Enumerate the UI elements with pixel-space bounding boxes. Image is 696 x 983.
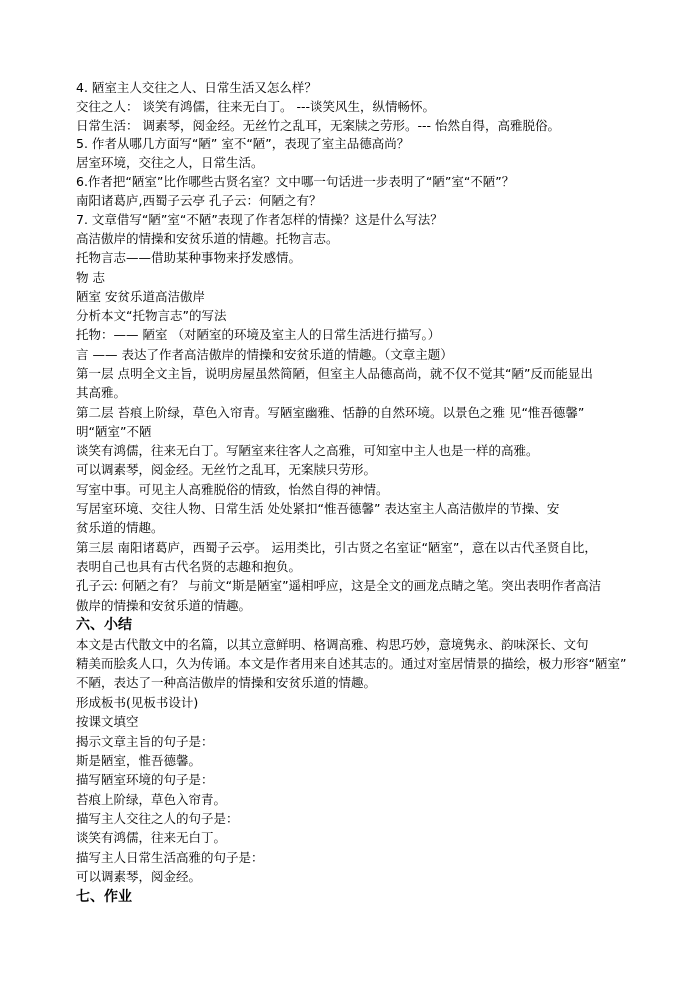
text-line: 斯是陋室，惟吾德馨。	[76, 753, 202, 768]
text-line: 描写陋室环境的句子是：	[76, 772, 214, 787]
text-line: 揭示文章主旨的句子是：	[76, 734, 214, 749]
text-line: 表明自己也具有古代名贤的志趣和抱负。	[76, 559, 302, 574]
text-line: 傲岸的情操和安贫乐道的情趣。	[76, 598, 252, 613]
text-line: 交往之人： 谈笑有鸿儒，往来无白丁。 ---谈笑风生，纵情畅怀。	[76, 99, 435, 114]
text-line: 6.作者把“陋室”比作哪些古贤名室？文中哪一句话进一步表明了“陋”室“不陋”？	[76, 174, 515, 189]
text-line: 描写主人交往之人的句子是：	[76, 811, 239, 826]
text-line: 贫乐道的情趣。	[76, 520, 164, 535]
section-heading: 七、作业	[76, 889, 132, 905]
text-line: 4. 陋室主人交往之人、日常生活又怎么样？	[76, 80, 317, 95]
text-line: 言 —— 表达了作者高洁傲岸的情操和安贫乐道的情趣。（文章主题）	[76, 347, 453, 362]
text-line: 本文是古代散文中的名篇，以其立意鲜明、格调高雅、构思巧妙，意境隽永、韵味深长、文句	[76, 637, 589, 652]
text-line: 形成板书(见板书设计)	[76, 695, 199, 710]
text-line: 精美而脍炙人口，久为传诵。本文是作者用来自述其志的。通过对室居情景的描绘，极力形容“陋室”	[76, 656, 627, 671]
text-line: 日常生活： 调素琴，阅金经。无丝竹之乱耳，无案牍之劳形。--- 怡然自得，高雅脱俗。	[76, 118, 560, 133]
text-line: 托物言志——借助某种事物来抒发感情。	[76, 250, 302, 265]
text-line: 描写主人日常生活高雅的句子是：	[76, 850, 264, 865]
text-line: 不陋，表达了一种高洁傲岸的情操和安贫乐道的情趣。	[76, 675, 377, 690]
text-line: 写居室环境、交往人物、日常生活 处处紧扣“惟吾德馨” 表达室主人高洁傲岸的节操、安	[76, 501, 560, 516]
text-line: 孔子云: 何陋之有？ 与前文“斯是陋室”遥相呼应，这是全文的画龙点睛之笔。突出表明作者高洁	[76, 578, 602, 593]
text-line: 7. 文章借写“陋”室“不陋”表现了作者怎样的情操？这是什么写法？	[76, 212, 443, 227]
text-line: 明“陋室”不陋	[76, 424, 152, 439]
text-line: 陋室 安贫乐道高洁傲岸	[76, 289, 205, 304]
text-line: 居室环境，交往之人，日常生活。	[76, 155, 264, 170]
text-line: 物 志	[76, 270, 105, 285]
text-line: 第一层 点明全文主旨，说明房屋虽然简陋，但室主人品德高尚，就不仅不觉其“陋”反而能显出	[76, 366, 593, 381]
text-line: 分析本文“托物言志”的写法	[76, 308, 227, 323]
text-line: 谈笑有鸿儒，往来无白丁。	[76, 830, 227, 845]
text-line: 高洁傲岸的情操和安贫乐道的情趣。托物言志。	[76, 231, 339, 246]
text-line: 5. 作者从哪几方面写“陋” 室不“陋”，表现了室主品德高尚？	[76, 136, 410, 151]
text-line: 南阳诸葛庐,西蜀子云亭 孔子云：何陋之有？	[76, 193, 322, 208]
text-line: 苔痕上阶绿，草色入帘青。	[76, 792, 227, 807]
text-line: 其高雅。	[76, 385, 127, 400]
text-line: 可以调素琴，阅金经。无丝竹之乱耳，无案牍只劳形。	[76, 462, 377, 477]
text-line: 谈笑有鸿儒，往来无白丁。写陋室来往客人之高雅，可知室中主人也是一样的高雅。	[76, 443, 539, 458]
section-heading: 六、小结	[76, 617, 132, 633]
text-line: 第三层 南阳诸葛庐，西蜀子云亭。 运用类比，引古贤之名室证“陋室”，意在以古代圣贤自比，	[76, 540, 597, 555]
text-line: 托物：—— 陋室 （对陋室的环境及室主人的日常生活进行描写。）	[76, 327, 441, 342]
text-line: 第二层 苔痕上阶绿，草色入帘青。写陋室幽雅、恬静的自然环境。以景色之雅 见“惟吾德馨”	[76, 405, 585, 420]
text-line: 写室中事。可见主人高雅脱俗的情致，怡然自得的神情。	[76, 482, 389, 497]
text-line: 可以调素琴，阅金经。	[76, 869, 202, 884]
text-line: 按课文填空	[76, 714, 139, 729]
